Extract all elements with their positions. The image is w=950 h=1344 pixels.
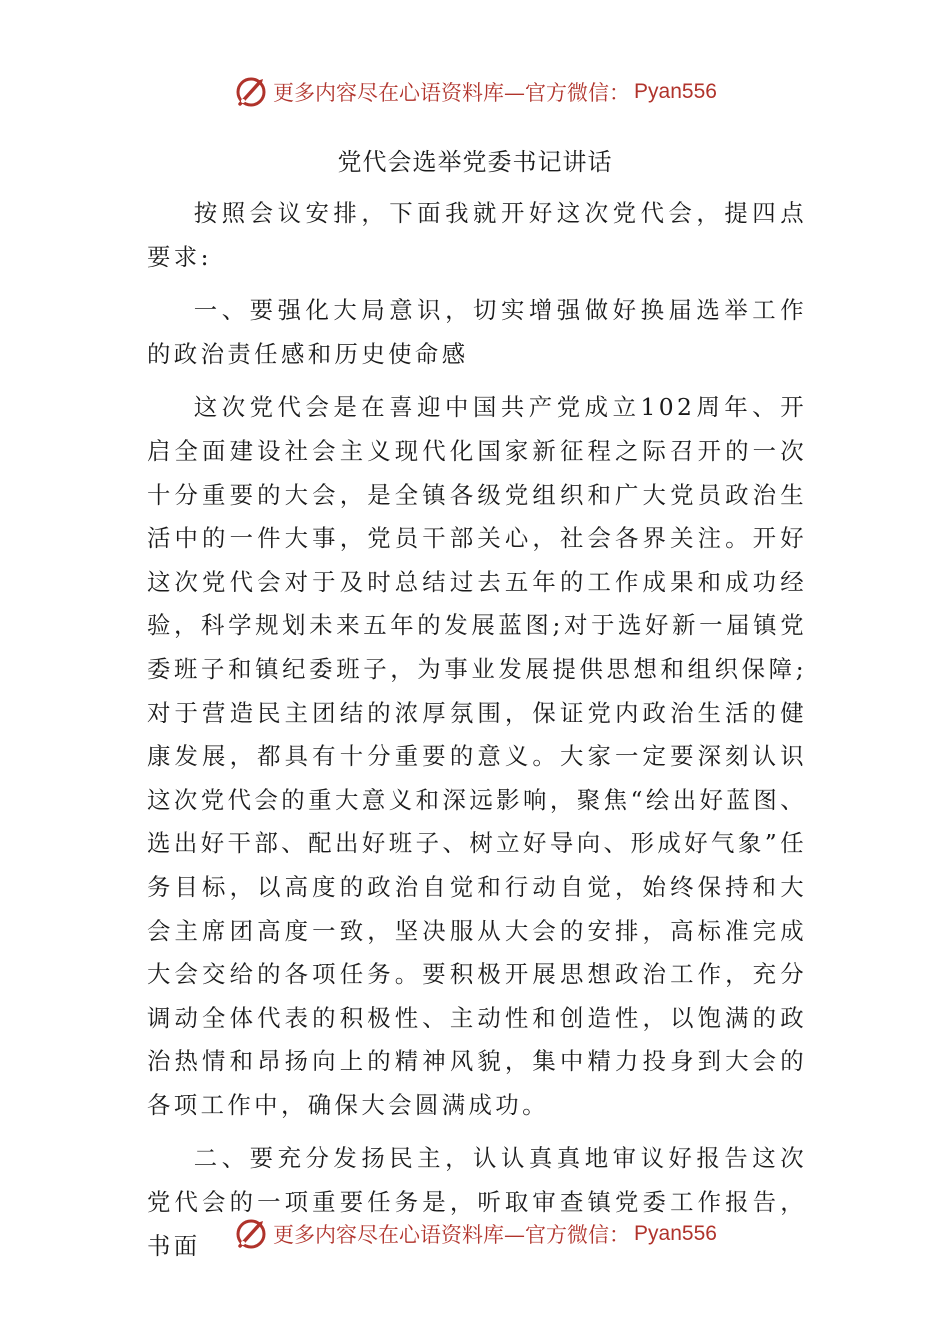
header-watermark-banner — [0, 70, 950, 114]
footer-watermark-banner — [0, 1212, 950, 1256]
paragraph-body-1: 这次党代会是在喜迎中国共产党成立102周年、开启全面建设社会主义现代化国家新征程之际召开的一次十分重要的大会，是全镇各级党组织和广大党员政治生活中的一件大事，党员干部关心，社会各界关注。开好这次党代会对于及时总结过去五年的工作成果和成功经验，科学规划未来五年的发展蓝图;对于选好新一届镇党委班子和镇纪委班子，为事业发展提供思想和组织保障;对于营造民主团结的浓厚氛围，保证党内政治生活的健康发展，都具有十分重要的意义。大家一定要深刻认识这次党代会的重大意义和深远影响，聚焦“绘出好蓝图、选出好干部、配出好班子、树立好导向、形成好气象”任务目标，以高度的政治自觉和行动自觉，始终保持和大会主席团高度一致，坚决服从大会的安排，高标准完成大会交给的各项任务。要积极开展思想政治工作，充分调动全体代表的积极性、主动性和创造性，以饱满的政治热情和昂扬向上的精神风貌，集中精力投身到大会的各项工作中，确保大会圆满成功。 — [147, 393, 807, 1119]
banner-wechat-id: Pyan556 — [634, 80, 717, 103]
document-title: 党代会选举党委书记讲话 — [337, 148, 613, 176]
banner-text: 更多内容尽在心语资料库—官方微信： — [273, 1223, 631, 1247]
pen-logo-icon — [233, 1216, 269, 1252]
pen-logo-icon — [233, 74, 269, 110]
document-body — [147, 192, 807, 1278]
banner-text: 更多内容尽在心语资料库—官方微信： — [273, 81, 631, 105]
paragraph-heading-1: 一、要强化大局意识，切实增强做好换届选举工作的政治责任感和历史使命感 — [147, 296, 807, 368]
paragraph-intro: 按照会议安排，下面我就开好这次党代会，提四点要求: — [147, 199, 807, 271]
paragraph-heading-2: 二、要充分发扬民主，认认真真地审议好报告这次党代会的一项重要任务是，听取审查镇党委工作报告，书面 — [147, 1144, 807, 1260]
banner-wechat-id: Pyan556 — [634, 1222, 717, 1245]
